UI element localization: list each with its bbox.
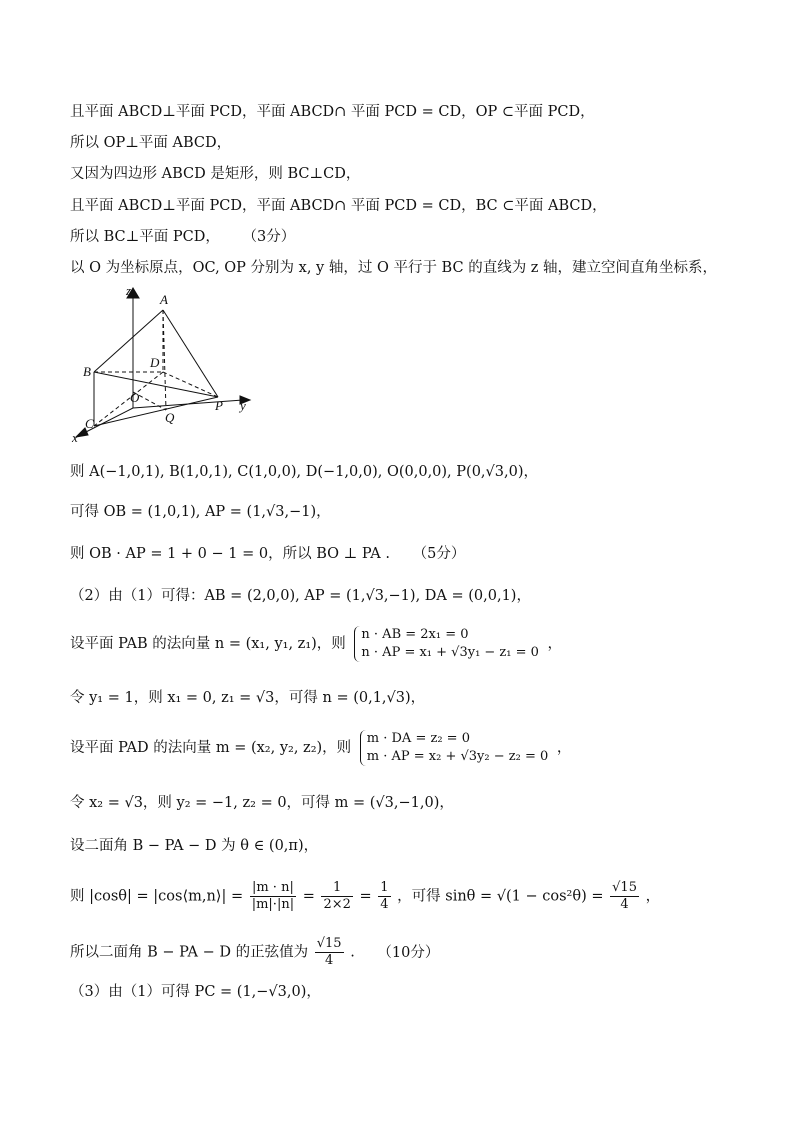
fraction-sine-value: $\frac{√15}{4}$ xyxy=(316,936,342,968)
line-14: 令 x₂ = √3，则 y₂ = −1, z₂ = 0，可得 m = (√3,−1,0)， xyxy=(70,795,454,811)
line-4: 且平面 ABCD⊥平面 PCD，平面 ABCD∩ 平面 PCD = CD，BC ⊂平面 ABCD， xyxy=(70,198,607,214)
line-16-prefix: 则 |cosθ| = |cos⟨m,n⟩| = xyxy=(70,888,244,905)
line-17: 所以二面角 B − PA − D 的正弦值为 $\frac{√15}{4}$ . （10分） xyxy=(70,936,440,968)
line-16: 则 |cosθ| = |cos⟨m,n⟩| = $\frac{|m \cdot n|}{|m|\cdot|n|}$ = $\frac{1}{2\times 2}$ = $\frac{1}{4}$ ，可得 sinθ = √(1 − cos²θ) = $\frac{√15}{4}$ ， xyxy=(70,880,661,912)
label-x: x xyxy=(72,430,78,445)
fraction-one-over-2x2: $\frac{1}{2\times 2}$ xyxy=(323,880,351,912)
line-2: 所以 OP⊥平面 ABCD， xyxy=(70,135,232,151)
fraction-sqrt15-over-4: $\frac{√15}{4}$ xyxy=(612,880,637,912)
pyramid-coordinate-figure xyxy=(68,282,268,447)
score-10: （10分） xyxy=(377,944,440,961)
label-B: B xyxy=(83,364,91,379)
line-5-text: 所以 BC⊥平面 PCD， xyxy=(70,229,220,245)
eq-m-1: m · DA = z₂ = 0 xyxy=(366,731,470,746)
label-D: D xyxy=(150,355,160,370)
line-13-suffix: ， xyxy=(556,740,572,756)
eq-m-2: m · AP = x₂ + √3y₂ − z₂ = 0 xyxy=(366,749,549,764)
line-3: 又因为四边形 ABCD 是矩形，则 BC⊥CD， xyxy=(70,166,361,182)
label-P: P xyxy=(215,398,223,413)
line-11-suffix: ， xyxy=(547,636,563,652)
equation-system-m xyxy=(360,730,548,766)
fraction-dot-over-norms: $\frac{|m \cdot n|}{|m|\cdot|n|}$ xyxy=(251,880,295,912)
label-y: y xyxy=(240,398,246,413)
eq-n-1: n · AB = 2x₁ = 0 xyxy=(361,627,469,642)
label-Q: Q xyxy=(165,410,175,425)
label-O: O xyxy=(130,390,140,405)
line-10: （2）由（1）可得：AB = (2,0,0), AP = (1,√3,−1), DA = (0,0,1)， xyxy=(70,588,531,604)
equation-system-n xyxy=(354,626,539,662)
label-A: A xyxy=(160,292,168,307)
label-z: z xyxy=(126,283,132,298)
line-5 xyxy=(70,227,295,247)
line-6: 以 O 为坐标原点，OC, OP 分别为 x, y 轴，过 O 平行于 BC 的直线为 z 轴，建立空间直角坐标系， xyxy=(70,260,718,276)
fraction-one-quarter: $\frac{1}{4}$ xyxy=(380,880,389,912)
line-13-prefix: 设平面 PAD 的法向量 m = (x₂, y₂, z₂)，则 xyxy=(70,740,352,756)
score-3: （3分） xyxy=(242,229,296,245)
score-5: （5分） xyxy=(412,546,466,562)
line-15: 设二面角 B − PA − D 为 θ ∈ (0,π)， xyxy=(70,838,319,854)
line-17-prefix: 所以二面角 B − PA − D 的正弦值为 xyxy=(70,944,309,961)
line-7: 则 A(−1,0,1), B(1,0,1), C(1,0,0), D(−1,0,0), O(0,0,0), P(0,√3,0)， xyxy=(70,464,538,480)
line-12: 令 y₁ = 1，则 x₁ = 0, z₁ = √3，可得 n = (0,1,√3)， xyxy=(70,690,426,706)
line-9-text: 则 OB · AP = 1 + 0 − 1 = 0，所以 BO ⊥ PA . xyxy=(70,546,390,562)
line-1: 且平面 ABCD⊥平面 PCD，平面 ABCD∩ 平面 PCD = CD，OP ⊂平面 PCD， xyxy=(70,104,595,120)
line-13 xyxy=(70,730,571,766)
line-18: （3）由（1）可得 PC = (1,−√3,0)， xyxy=(70,984,321,1000)
line-11-prefix: 设平面 PAB 的法向量 n = (x₁, y₁, z₁)，则 xyxy=(70,636,346,652)
line-9 xyxy=(70,544,465,564)
line-8: 可得 OB = (1,0,1), AP = (1,√3,−1)， xyxy=(70,504,331,520)
eq-n-2: n · AP = x₁ + √3y₁ − z₁ = 0 xyxy=(361,645,539,660)
label-C: C xyxy=(85,416,94,431)
line-11 xyxy=(70,626,562,662)
